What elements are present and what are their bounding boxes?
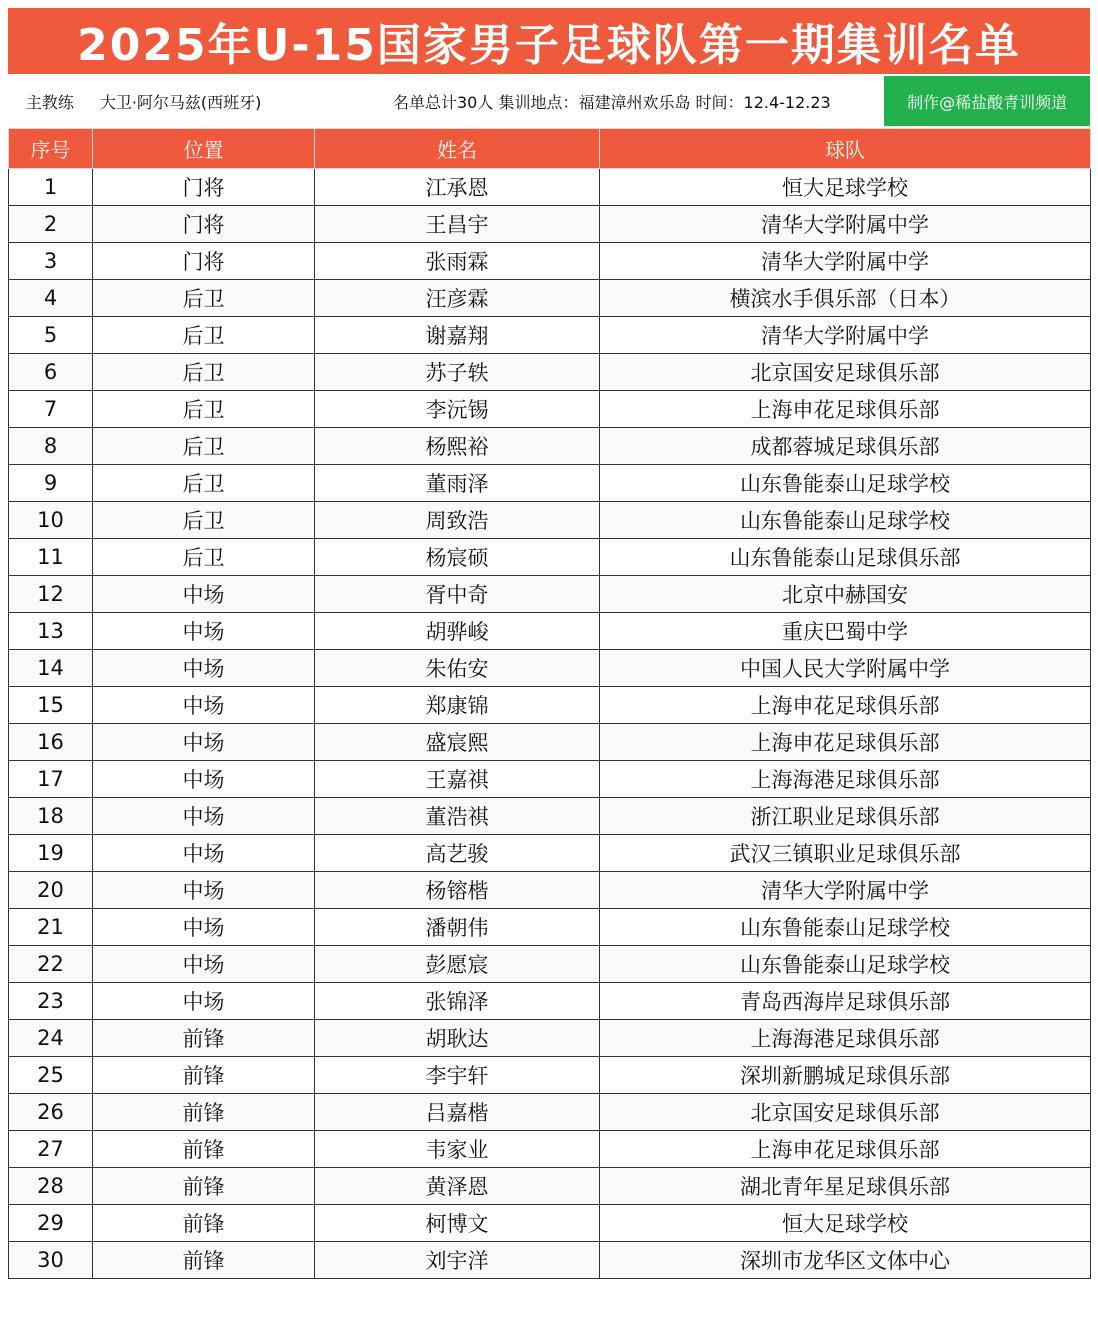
cell-team: 深圳市龙华区文体中心 bbox=[600, 1242, 1091, 1279]
cell-position: 前锋 bbox=[93, 1020, 315, 1057]
cell-number: 3 bbox=[9, 243, 93, 280]
cell-number: 11 bbox=[9, 539, 93, 576]
table-row bbox=[9, 983, 1091, 1020]
cell-team: 湖北青年星足球俱乐部 bbox=[600, 1168, 1091, 1205]
cell-position: 门将 bbox=[93, 206, 315, 243]
table-row bbox=[9, 502, 1091, 539]
cell-number: 22 bbox=[9, 946, 93, 983]
cell-position: 中场 bbox=[93, 983, 315, 1020]
cell-number: 17 bbox=[9, 761, 93, 798]
cell-number: 16 bbox=[9, 724, 93, 761]
cell-player-name: 张锦泽 bbox=[315, 983, 600, 1020]
cell-player-name: 董浩祺 bbox=[315, 798, 600, 835]
cell-number: 30 bbox=[9, 1242, 93, 1279]
table-row bbox=[9, 872, 1091, 909]
credit-badge: 制作@稀盐酸青训频道 bbox=[884, 76, 1090, 126]
cell-position: 中场 bbox=[93, 872, 315, 909]
cell-position: 前锋 bbox=[93, 1057, 315, 1094]
table-row bbox=[9, 391, 1091, 428]
cell-player-name: 李宇轩 bbox=[315, 1057, 600, 1094]
cell-position: 后卫 bbox=[93, 502, 315, 539]
table-row bbox=[9, 1168, 1091, 1205]
cell-number: 24 bbox=[9, 1020, 93, 1057]
cell-position: 后卫 bbox=[93, 354, 315, 391]
table-row bbox=[9, 761, 1091, 798]
cell-number: 20 bbox=[9, 872, 93, 909]
table-row bbox=[9, 798, 1091, 835]
table-row bbox=[9, 1242, 1091, 1279]
table-row bbox=[9, 539, 1091, 576]
cell-player-name: 吕嘉楷 bbox=[315, 1094, 600, 1131]
table-row bbox=[9, 946, 1091, 983]
table-row bbox=[9, 687, 1091, 724]
cell-number: 8 bbox=[9, 428, 93, 465]
header-position: 位置 bbox=[93, 129, 315, 169]
cell-position: 前锋 bbox=[93, 1205, 315, 1242]
cell-position: 中场 bbox=[93, 650, 315, 687]
cell-position: 后卫 bbox=[93, 539, 315, 576]
table-row bbox=[9, 724, 1091, 761]
table-row bbox=[9, 1205, 1091, 1242]
cell-player-name: 高艺骏 bbox=[315, 835, 600, 872]
cell-position: 后卫 bbox=[93, 428, 315, 465]
cell-player-name: 柯博文 bbox=[315, 1205, 600, 1242]
cell-team: 上海海港足球俱乐部 bbox=[600, 761, 1091, 798]
cell-number: 21 bbox=[9, 909, 93, 946]
cell-position: 后卫 bbox=[93, 391, 315, 428]
table-row bbox=[9, 428, 1091, 465]
cell-position: 中场 bbox=[93, 909, 315, 946]
cell-team: 清华大学附属中学 bbox=[600, 243, 1091, 280]
cell-team: 清华大学附属中学 bbox=[600, 206, 1091, 243]
cell-team: 中国人民大学附属中学 bbox=[600, 650, 1091, 687]
info-row bbox=[8, 76, 1090, 126]
cell-player-name: 杨宸硕 bbox=[315, 539, 600, 576]
cell-team: 重庆巴蜀中学 bbox=[600, 613, 1091, 650]
roster-summary: 名单总计30人 集训地点：福建漳州欢乐岛 时间：12.4-12.23 bbox=[393, 92, 831, 112]
cell-team: 武汉三镇职业足球俱乐部 bbox=[600, 835, 1091, 872]
cell-team: 山东鲁能泰山足球俱乐部 bbox=[600, 539, 1091, 576]
cell-team: 深圳新鹏城足球俱乐部 bbox=[600, 1057, 1091, 1094]
table-row bbox=[9, 206, 1091, 243]
cell-number: 7 bbox=[9, 391, 93, 428]
cell-number: 12 bbox=[9, 576, 93, 613]
cell-player-name: 朱佑安 bbox=[315, 650, 600, 687]
table-row bbox=[9, 576, 1091, 613]
cell-number: 18 bbox=[9, 798, 93, 835]
cell-team: 清华大学附属中学 bbox=[600, 317, 1091, 354]
coach-name: 大卫·阿尔马兹(西班牙) bbox=[99, 92, 262, 112]
cell-position: 门将 bbox=[93, 243, 315, 280]
cell-team: 浙江职业足球俱乐部 bbox=[600, 798, 1091, 835]
table-row bbox=[9, 354, 1091, 391]
cell-number: 29 bbox=[9, 1205, 93, 1242]
cell-team: 上海申花足球俱乐部 bbox=[600, 1131, 1091, 1168]
cell-number: 14 bbox=[9, 650, 93, 687]
cell-player-name: 郑康锦 bbox=[315, 687, 600, 724]
cell-position: 前锋 bbox=[93, 1242, 315, 1279]
cell-team: 恒大足球学校 bbox=[600, 1205, 1091, 1242]
table-header-row bbox=[9, 129, 1091, 169]
cell-number: 1 bbox=[9, 169, 93, 206]
cell-player-name: 潘朝伟 bbox=[315, 909, 600, 946]
cell-position: 门将 bbox=[93, 169, 315, 206]
cell-position: 前锋 bbox=[93, 1168, 315, 1205]
cell-position: 中场 bbox=[93, 835, 315, 872]
cell-player-name: 胡耿达 bbox=[315, 1020, 600, 1057]
cell-team: 上海申花足球俱乐部 bbox=[600, 391, 1091, 428]
cell-position: 中场 bbox=[93, 724, 315, 761]
cell-number: 5 bbox=[9, 317, 93, 354]
table-row bbox=[9, 650, 1091, 687]
table-row bbox=[9, 465, 1091, 502]
cell-position: 中场 bbox=[93, 798, 315, 835]
page-title: 2025年U-15国家男子足球队第一期集训名单 bbox=[77, 20, 1021, 71]
cell-position: 中场 bbox=[93, 946, 315, 983]
cell-player-name: 杨镕楷 bbox=[315, 872, 600, 909]
cell-position: 后卫 bbox=[93, 280, 315, 317]
cell-team: 恒大足球学校 bbox=[600, 169, 1091, 206]
cell-team: 上海申花足球俱乐部 bbox=[600, 687, 1091, 724]
table-row bbox=[9, 1020, 1091, 1057]
cell-number: 13 bbox=[9, 613, 93, 650]
cell-number: 28 bbox=[9, 1168, 93, 1205]
cell-player-name: 刘宇洋 bbox=[315, 1242, 600, 1279]
table-row bbox=[9, 909, 1091, 946]
cell-player-name: 杨熙裕 bbox=[315, 428, 600, 465]
cell-number: 9 bbox=[9, 465, 93, 502]
cell-team: 北京国安足球俱乐部 bbox=[600, 354, 1091, 391]
cell-player-name: 盛宸熙 bbox=[315, 724, 600, 761]
cell-team: 北京中赫国安 bbox=[600, 576, 1091, 613]
cell-number: 15 bbox=[9, 687, 93, 724]
cell-team: 北京国安足球俱乐部 bbox=[600, 1094, 1091, 1131]
cell-team: 横滨水手俱乐部（日本） bbox=[600, 280, 1091, 317]
cell-number: 19 bbox=[9, 835, 93, 872]
table-row bbox=[9, 1094, 1091, 1131]
cell-number: 2 bbox=[9, 206, 93, 243]
cell-player-name: 李沅锡 bbox=[315, 391, 600, 428]
cell-team: 山东鲁能泰山足球学校 bbox=[600, 946, 1091, 983]
cell-team: 青岛西海岸足球俱乐部 bbox=[600, 983, 1091, 1020]
roster-table bbox=[8, 128, 1091, 1279]
roster-body bbox=[9, 169, 1091, 1279]
cell-number: 25 bbox=[9, 1057, 93, 1094]
cell-player-name: 胥中奇 bbox=[315, 576, 600, 613]
coach-label: 主教练 bbox=[25, 92, 74, 112]
cell-number: 6 bbox=[9, 354, 93, 391]
table-row bbox=[9, 169, 1091, 206]
cell-player-name: 张雨霖 bbox=[315, 243, 600, 280]
table-row bbox=[9, 1057, 1091, 1094]
cell-number: 27 bbox=[9, 1131, 93, 1168]
cell-number: 10 bbox=[9, 502, 93, 539]
cell-player-name: 江承恩 bbox=[315, 169, 600, 206]
cell-number: 23 bbox=[9, 983, 93, 1020]
cell-player-name: 苏子轶 bbox=[315, 354, 600, 391]
cell-team: 山东鲁能泰山足球学校 bbox=[600, 909, 1091, 946]
table-row bbox=[9, 835, 1091, 872]
header-team: 球队 bbox=[600, 129, 1091, 169]
cell-player-name: 王嘉祺 bbox=[315, 761, 600, 798]
table-row bbox=[9, 243, 1091, 280]
cell-player-name: 彭愿宸 bbox=[315, 946, 600, 983]
cell-player-name: 王昌宇 bbox=[315, 206, 600, 243]
cell-team: 山东鲁能泰山足球学校 bbox=[600, 502, 1091, 539]
title-banner bbox=[8, 8, 1090, 74]
cell-team: 成都蓉城足球俱乐部 bbox=[600, 428, 1091, 465]
header-number: 序号 bbox=[9, 129, 93, 169]
table-row bbox=[9, 613, 1091, 650]
cell-player-name: 韦家业 bbox=[315, 1131, 600, 1168]
cell-team: 清华大学附属中学 bbox=[600, 872, 1091, 909]
cell-position: 中场 bbox=[93, 761, 315, 798]
cell-position: 后卫 bbox=[93, 465, 315, 502]
cell-player-name: 汪彦霖 bbox=[315, 280, 600, 317]
table-row bbox=[9, 317, 1091, 354]
cell-player-name: 黄泽恩 bbox=[315, 1168, 600, 1205]
table-row bbox=[9, 280, 1091, 317]
cell-team: 上海海港足球俱乐部 bbox=[600, 1020, 1091, 1057]
cell-position: 后卫 bbox=[93, 317, 315, 354]
cell-position: 中场 bbox=[93, 613, 315, 650]
cell-player-name: 胡骅峻 bbox=[315, 613, 600, 650]
header-name: 姓名 bbox=[315, 129, 600, 169]
cell-number: 4 bbox=[9, 280, 93, 317]
cell-position: 中场 bbox=[93, 687, 315, 724]
cell-number: 26 bbox=[9, 1094, 93, 1131]
cell-team: 上海申花足球俱乐部 bbox=[600, 724, 1091, 761]
cell-player-name: 周致浩 bbox=[315, 502, 600, 539]
cell-position: 前锋 bbox=[93, 1131, 315, 1168]
cell-team: 山东鲁能泰山足球学校 bbox=[600, 465, 1091, 502]
cell-position: 中场 bbox=[93, 576, 315, 613]
cell-player-name: 谢嘉翔 bbox=[315, 317, 600, 354]
cell-player-name: 董雨泽 bbox=[315, 465, 600, 502]
cell-position: 前锋 bbox=[93, 1094, 315, 1131]
table-row bbox=[9, 1131, 1091, 1168]
